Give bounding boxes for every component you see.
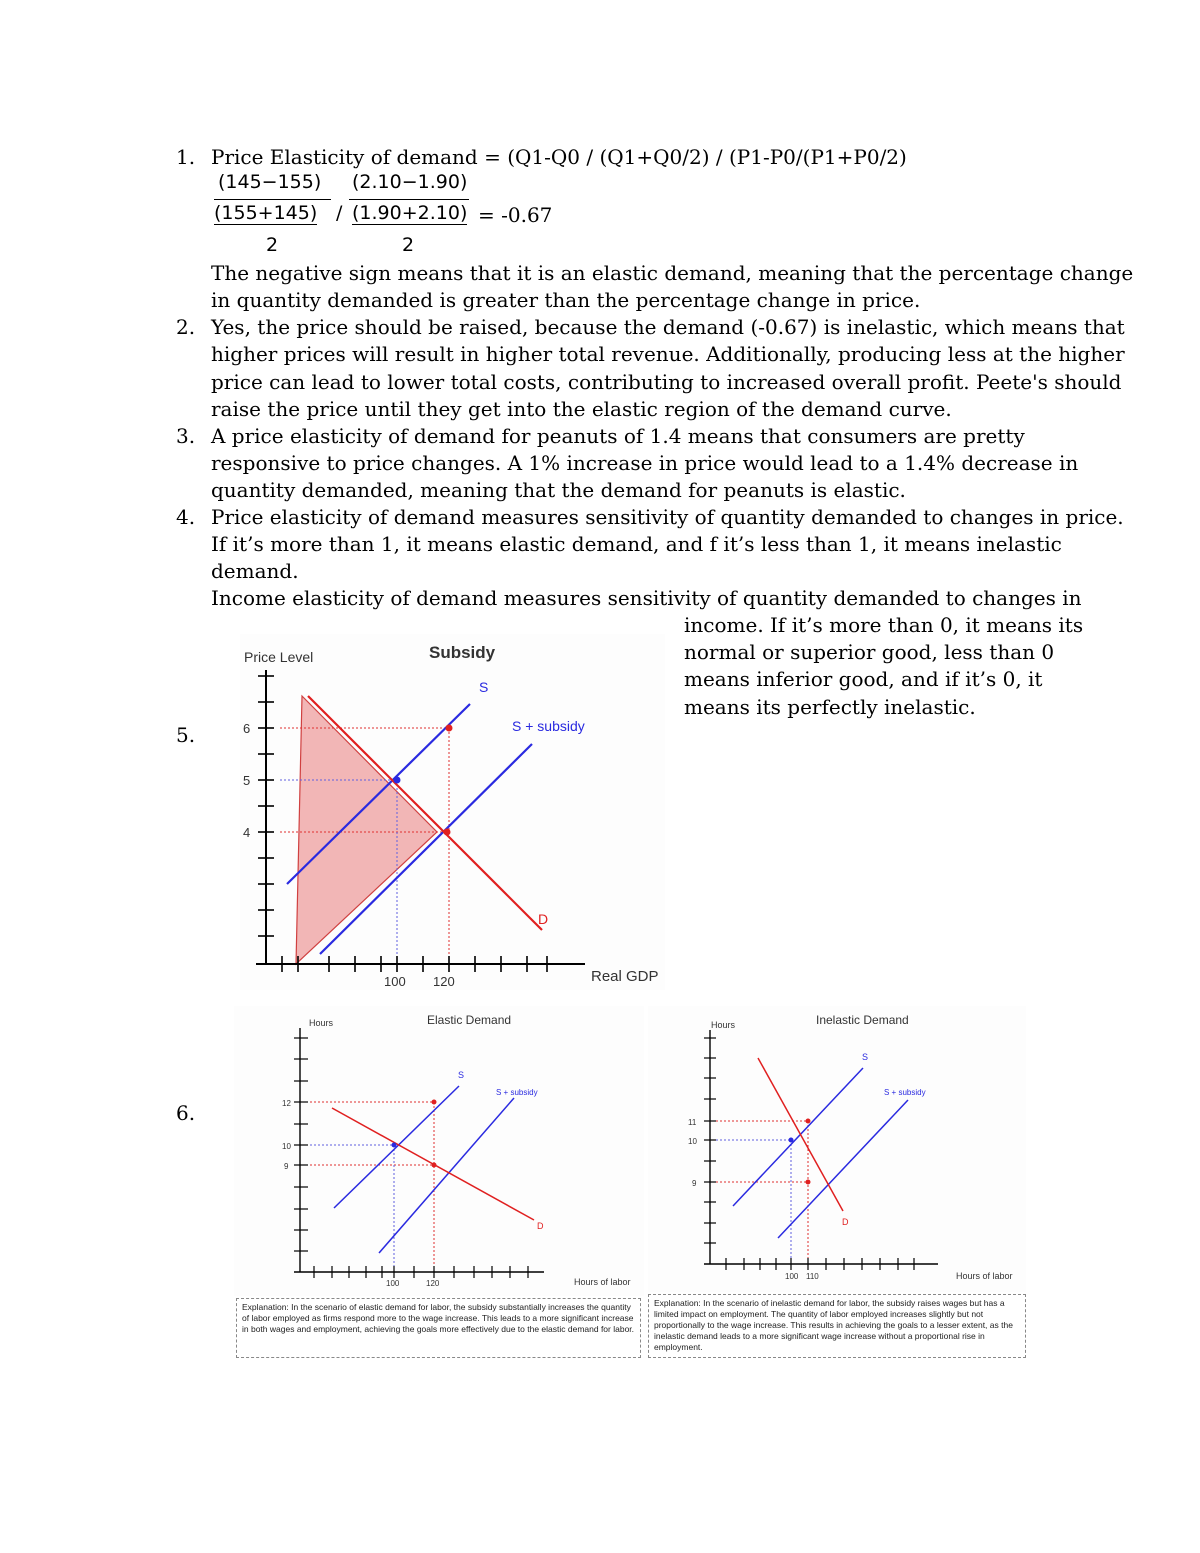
x-tick-label: 120 bbox=[433, 974, 455, 989]
x-tick-label: 110 bbox=[806, 1272, 819, 1281]
list-number-2: 2. bbox=[176, 315, 196, 339]
chart-title: Inelastic Demand bbox=[816, 1013, 909, 1027]
answer-2-line-3: price can lead to lower total costs, contributing to increased overall profit. Peete's should bbox=[211, 370, 1122, 394]
answer-1-line-1: The negative sign means that it is an elastic demand, meaning that the percentage change bbox=[211, 261, 1134, 285]
answer-3-line-3: quantity demanded, meaning that the demand for peanuts is elastic. bbox=[211, 478, 906, 502]
fraction-p-divisor: 2 bbox=[402, 234, 415, 256]
answer-4-line-5: income. If it’s more than 0, it means its bbox=[684, 613, 1084, 637]
y-tick-label: 12 bbox=[282, 1099, 291, 1108]
subsidy-chart bbox=[240, 634, 665, 990]
answer-2-line-2: higher prices will result in higher total revenue. Additionally, producing less at the higher bbox=[211, 342, 1125, 366]
chart-title: Subsidy bbox=[429, 643, 496, 662]
answer-3-line-1: A price elasticity of demand for peanuts of 1.4 means that consumers are pretty bbox=[211, 424, 1025, 448]
supply-subsidy-label: S + subsidy bbox=[496, 1088, 538, 1097]
x-tick-label: 100 bbox=[785, 1272, 799, 1281]
list-number-4: 4. bbox=[176, 505, 196, 529]
equilibrium-subsidy bbox=[432, 1163, 437, 1168]
fraction-slash: / bbox=[336, 202, 343, 224]
y-axis-label: Price Level bbox=[244, 649, 314, 665]
supply-subsidy-label: S + subsidy bbox=[512, 718, 585, 734]
x-tick-label: 100 bbox=[384, 974, 406, 989]
chart-title: Elastic Demand bbox=[427, 1013, 512, 1027]
answer-4-line-1: Price elasticity of demand measures sensitivity of quantity demanded to changes in price. bbox=[211, 505, 1124, 529]
elastic-explanation: Explanation: In the scenario of elastic demand for labor, the subsidy substantially increases the quantity of labor employed as firms respond more to the wage increase. This leads to a more significant increase in both wages and employment, achieving the goals more effectively due to the elastic demand for labor. bbox=[236, 1298, 641, 1358]
fraction-q-numerator: (145−155) bbox=[218, 171, 322, 193]
chart-background bbox=[234, 1006, 644, 1296]
demand-label: D bbox=[842, 1217, 849, 1227]
answer-4-line-2: If it’s more than 1, it means elastic demand, and f it’s less than 1, it means inelastic bbox=[211, 532, 1062, 556]
answer-2-line-4: raise the price until they get into the elastic region of the demand curve. bbox=[211, 397, 952, 421]
equilibrium-original bbox=[392, 1143, 397, 1148]
fraction-q-denominator: (155+145) bbox=[214, 202, 318, 224]
equilibrium-subsidy bbox=[806, 1180, 811, 1185]
elastic-demand-chart bbox=[234, 1006, 644, 1296]
answer-4-line-8: means its perfectly inelastic. bbox=[684, 695, 976, 719]
y-tick-label: 6 bbox=[243, 721, 251, 736]
equilibrium-subsidy bbox=[444, 829, 451, 836]
inelastic-explanation: Explanation: In the scenario of inelastic demand for labor, the subsidy raises wages but has a limited impact on employment. The quantity of labor employed increases slightly but not proportionally to the wage increase. This results in achieving the goals to a lesser extent, as the inelastic demand leads to a more significant wage increase without a proportional rise in employment. bbox=[648, 1294, 1026, 1358]
answer-1-line-2: in quantity demanded is greater than the percentage change in price. bbox=[211, 288, 921, 312]
answer-4-line-4: Income elasticity of demand measures sensitivity of quantity demanded to changes in bbox=[211, 586, 1082, 610]
answer-3-line-2: responsive to price changes. A 1% increase in price would lead to a 1.4% decrease in bbox=[211, 451, 1079, 475]
x-axis-label: Hours of labor bbox=[574, 1277, 631, 1287]
y-axis-label: Hours bbox=[309, 1018, 334, 1028]
supply-label: S bbox=[458, 1070, 465, 1080]
y-tick-label: 9 bbox=[692, 1179, 697, 1188]
point-price-6 bbox=[446, 725, 453, 732]
answer-2-line-1: Yes, the price should be raised, because the demand (-0.67) is inelastic, which means that bbox=[211, 315, 1125, 339]
x-tick-label: 120 bbox=[426, 1279, 440, 1288]
elasticity-formula: Price Elasticity of demand = (Q1-Q0 / (Q1+Q0/2) / (P1-P0/(P1+P0/2) bbox=[211, 145, 907, 169]
y-tick-label: 9 bbox=[284, 1162, 289, 1171]
point-wage-11 bbox=[806, 1119, 811, 1124]
equilibrium-original bbox=[789, 1138, 794, 1143]
y-tick-label: 5 bbox=[243, 773, 251, 788]
demand-label: D bbox=[538, 911, 549, 927]
fraction-q-divisor: 2 bbox=[266, 234, 279, 256]
fraction-p-numerator: (2.10−1.90) bbox=[352, 171, 468, 193]
supply-label: S bbox=[862, 1052, 869, 1062]
y-axis-label: Hours bbox=[711, 1020, 736, 1030]
answer-4-line-6: normal or superior good, less than 0 bbox=[684, 640, 1055, 664]
x-tick-label: 100 bbox=[386, 1279, 400, 1288]
demand-label: D bbox=[537, 1221, 544, 1231]
chart-background bbox=[648, 1006, 1026, 1292]
supply-subsidy-label: S + subsidy bbox=[884, 1088, 926, 1097]
point-wage-12 bbox=[432, 1100, 437, 1105]
list-number-3: 3. bbox=[176, 424, 196, 448]
fraction-p-denominator: (1.90+2.10) bbox=[352, 202, 468, 224]
inelastic-demand-chart bbox=[648, 1006, 1026, 1292]
supply-label: S bbox=[479, 679, 489, 695]
y-tick-label: 10 bbox=[282, 1142, 291, 1151]
list-number-5: 5. bbox=[176, 723, 196, 747]
answer-4-line-3: demand. bbox=[211, 559, 299, 583]
fraction-result: = -0.67 bbox=[478, 203, 553, 227]
fraction-bar-p bbox=[349, 199, 469, 200]
y-tick-label: 4 bbox=[243, 825, 251, 840]
x-axis-label: Hours of labor bbox=[956, 1271, 1013, 1281]
x-axis-label: Real GDP bbox=[591, 968, 659, 985]
y-tick-label: 10 bbox=[688, 1137, 697, 1146]
fraction-bar-q bbox=[214, 199, 331, 200]
answer-4-line-7: means inferior good, and if it’s 0, it bbox=[684, 667, 1043, 691]
list-number-6: 6. bbox=[176, 1101, 196, 1125]
y-tick-label: 11 bbox=[688, 1118, 697, 1127]
list-number-1: 1. bbox=[176, 145, 196, 169]
equilibrium-original bbox=[394, 777, 401, 784]
